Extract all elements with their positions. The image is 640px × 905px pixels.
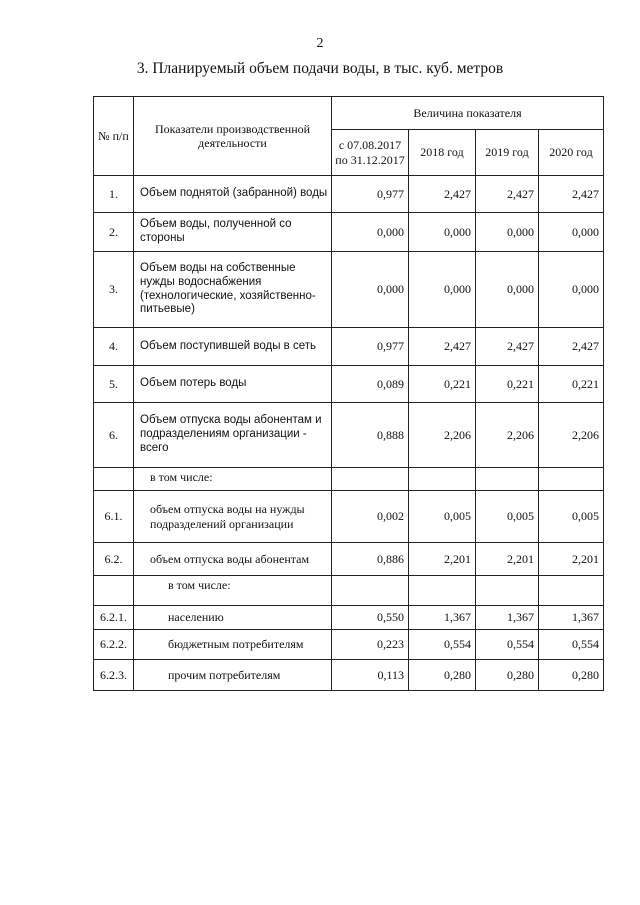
row-value: 0,886 [332, 543, 409, 576]
row-value: 0,280 [539, 660, 604, 691]
header-period: 2020 год [539, 130, 604, 176]
row-num: 1. [94, 176, 134, 213]
data-table [93, 96, 604, 691]
row-value: 0,550 [332, 606, 409, 630]
row-value: 0,223 [332, 630, 409, 660]
row-value: 0,280 [409, 660, 476, 691]
row-num: 2. [94, 213, 134, 252]
row-value: 2,206 [476, 403, 539, 468]
page-title: 3. Планируемый объем подачи воды, в тыс. куб. метров [136, 60, 504, 77]
table-row [94, 252, 604, 328]
row-value: 0,000 [332, 213, 409, 252]
row-num: 6. [94, 403, 134, 468]
header-num: № п/п [94, 97, 134, 176]
row-num [94, 576, 134, 606]
row-value: 2,427 [476, 328, 539, 366]
row-value: 2,427 [409, 176, 476, 213]
row-value: 0,113 [332, 660, 409, 691]
row-value [409, 468, 476, 491]
table-row [94, 543, 604, 576]
row-name: объем отпуска воды на нужды подразделений организации [134, 491, 332, 543]
row-value: 0,280 [476, 660, 539, 691]
header-period: 2018 год [409, 130, 476, 176]
row-value: 0,002 [332, 491, 409, 543]
table-row [94, 213, 604, 252]
row-num: 5. [94, 366, 134, 403]
row-name: Объем потерь воды [134, 366, 332, 403]
row-name: бюджетным потребителям [134, 630, 332, 660]
row-value: 2,201 [539, 543, 604, 576]
row-value: 0,221 [476, 366, 539, 403]
row-value: 1,367 [476, 606, 539, 630]
header-value-group: Величина показателя [332, 97, 604, 130]
table-row [94, 576, 604, 606]
row-name: Объем поступившей воды в сеть [134, 328, 332, 366]
row-num: 6.2.3. [94, 660, 134, 691]
row-value: 2,206 [539, 403, 604, 468]
row-name: в том числе: [134, 576, 332, 606]
row-num [94, 468, 134, 491]
row-value [332, 468, 409, 491]
row-value [476, 468, 539, 491]
row-name: населению [134, 606, 332, 630]
row-value: 2,206 [409, 403, 476, 468]
header-period: с 07.08.2017 по 31.12.2017 [332, 130, 409, 176]
table-row [94, 176, 604, 213]
row-value: 2,427 [539, 176, 604, 213]
page-number: 2 [316, 36, 324, 51]
row-name: Объем отпуска воды абонентам и подразделениям организации - всего [134, 403, 332, 468]
row-value: 1,367 [539, 606, 604, 630]
row-value [332, 576, 409, 606]
row-name: в том числе: [134, 468, 332, 491]
row-value: 2,427 [409, 328, 476, 366]
row-name: объем отпуска воды абонентам [134, 543, 332, 576]
header-indicator: Показатели производственной деятельности [134, 97, 332, 176]
table-row [94, 366, 604, 403]
row-value: 0,554 [476, 630, 539, 660]
table-row [94, 328, 604, 366]
row-value: 0,089 [332, 366, 409, 403]
row-value: 0,977 [332, 328, 409, 366]
row-value: 0,000 [476, 252, 539, 328]
row-value: 0,221 [409, 366, 476, 403]
row-value: 0,000 [539, 252, 604, 328]
table-row [94, 468, 604, 491]
table-row [94, 403, 604, 468]
row-value: 0,000 [409, 252, 476, 328]
row-value: 0,000 [539, 213, 604, 252]
row-value: 0,000 [409, 213, 476, 252]
table-row [94, 491, 604, 543]
row-value: 0,000 [332, 252, 409, 328]
row-value [539, 468, 604, 491]
row-num: 3. [94, 252, 134, 328]
table-row [94, 606, 604, 630]
row-value [539, 576, 604, 606]
row-value: 0,000 [476, 213, 539, 252]
row-name: прочим потребителям [134, 660, 332, 691]
row-value: 0,554 [539, 630, 604, 660]
row-value: 0,005 [409, 491, 476, 543]
row-value: 0,221 [539, 366, 604, 403]
table-row [94, 660, 604, 691]
row-value: 2,427 [476, 176, 539, 213]
row-name: Объем воды на собственные нужды водоснабжения (технологические, хозяйственно-питьевые) [134, 252, 332, 328]
header-period: 2019 год [476, 130, 539, 176]
row-value: 0,554 [409, 630, 476, 660]
row-value: 0,005 [476, 491, 539, 543]
row-name: Объем поднятой (забранной) воды [134, 176, 332, 213]
row-value [409, 576, 476, 606]
row-value [476, 576, 539, 606]
row-value: 2,201 [476, 543, 539, 576]
row-value: 0,005 [539, 491, 604, 543]
row-name: Объем воды, полученной со стороны [134, 213, 332, 252]
row-value: 2,201 [409, 543, 476, 576]
row-num: 6.2.1. [94, 606, 134, 630]
row-num: 4. [94, 328, 134, 366]
row-value: 2,427 [539, 328, 604, 366]
row-value: 0,977 [332, 176, 409, 213]
row-num: 6.1. [94, 491, 134, 543]
row-num: 6.2.2. [94, 630, 134, 660]
row-value: 1,367 [409, 606, 476, 630]
row-num: 6.2. [94, 543, 134, 576]
table-row [94, 630, 604, 660]
row-value: 0,888 [332, 403, 409, 468]
